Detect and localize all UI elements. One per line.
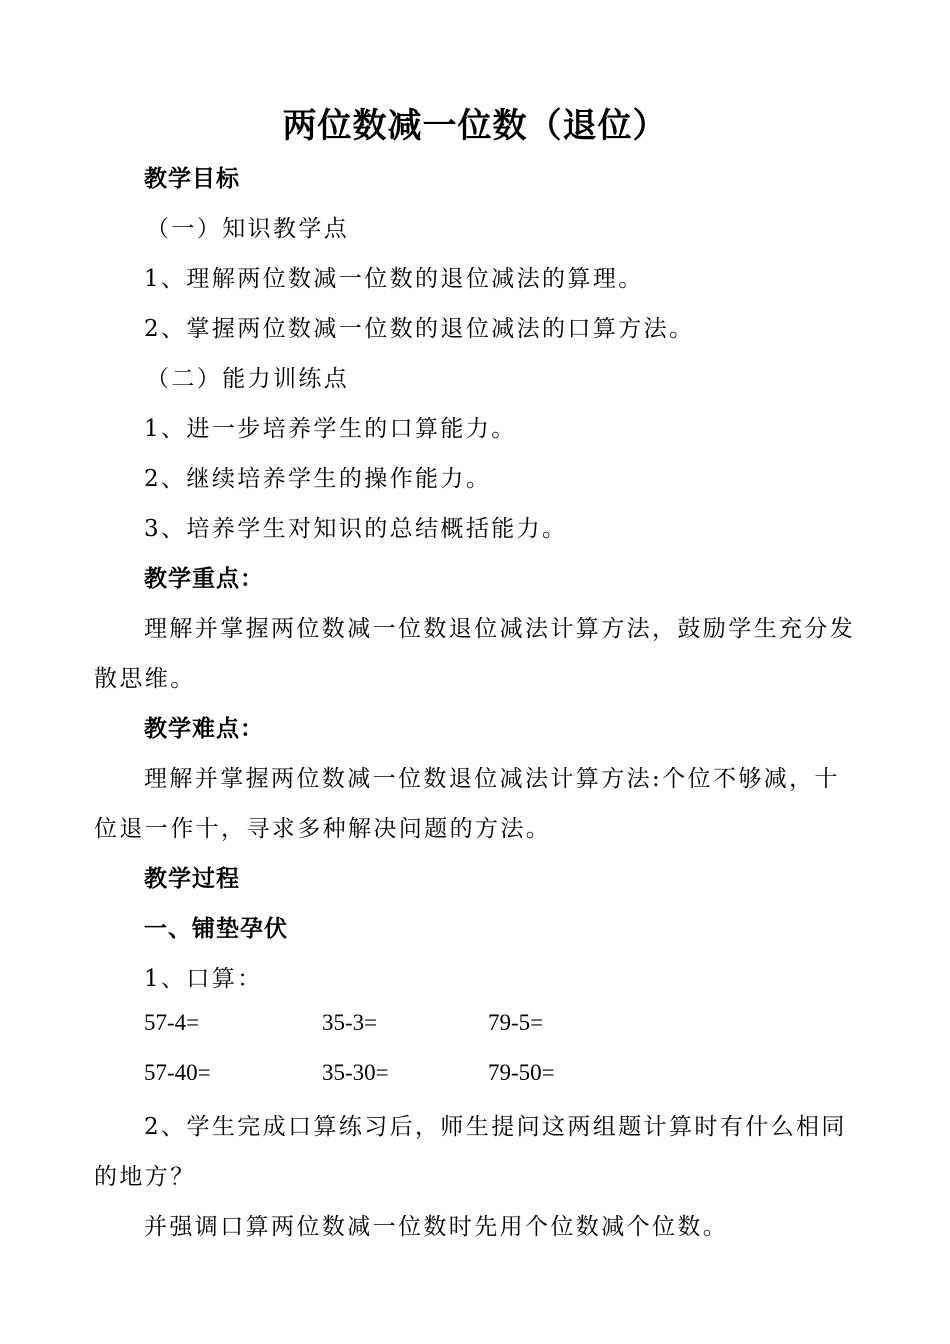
exercise-item: 35-3= xyxy=(322,1010,378,1035)
difficult-point-text-line-2: 位退一作十，寻求多种解决问题的方法。 xyxy=(94,816,552,842)
ability-point-3: 3、培养学生对知识的总结概括能力。 xyxy=(144,516,568,542)
question-2-line-2: 的地方？ xyxy=(94,1164,196,1190)
key-point-text-line-2: 散思维。 xyxy=(94,666,196,692)
teaching-goals-heading: 教学目标 xyxy=(144,165,240,192)
knowledge-points-heading: （一）知识教学点 xyxy=(146,216,350,242)
teaching-process-heading: 教学过程 xyxy=(144,865,240,892)
exercise-item: 79-50= xyxy=(488,1060,555,1085)
emphasis-text: 并强调口算两位数减一位数时先用个位数减个位数。 xyxy=(144,1214,729,1240)
knowledge-point-2: 2、掌握两位数减一位数的退位减法的口算方法。 xyxy=(144,316,695,342)
ability-points-heading: （二）能力训练点 xyxy=(146,366,350,392)
exercise-item: 57-40= xyxy=(144,1060,211,1085)
exercise-item: 79-5= xyxy=(488,1010,544,1035)
exercise-item: 35-30= xyxy=(322,1060,389,1085)
difficult-point-text-line-1: 理解并掌握两位数减一位数退位减法计算方法:个位不够减，十 xyxy=(144,766,840,792)
question-2-line-1: 2、学生完成口算练习后，师生提问这两组题计算时有什么相同 xyxy=(144,1114,847,1140)
oral-calculation-label: 1、口算： xyxy=(144,966,263,992)
ability-point-2: 2、继续培养学生的操作能力。 xyxy=(144,466,492,492)
key-point-text-line-1: 理解并掌握两位数减一位数退位减法计算方法，鼓励学生充分发 xyxy=(144,616,856,642)
page-title: 两位数减一位数（退位） xyxy=(282,106,668,146)
step-one-heading: 一、铺垫孕伏 xyxy=(144,915,288,942)
exercise-item: 57-4= xyxy=(144,1010,200,1035)
knowledge-point-1: 1、理解两位数减一位数的退位减法的算理。 xyxy=(144,266,644,292)
difficult-point-heading: 教学难点： xyxy=(144,715,264,742)
key-point-heading: 教学重点： xyxy=(144,565,264,592)
ability-point-1: 1、进一步培养学生的口算能力。 xyxy=(144,416,517,442)
